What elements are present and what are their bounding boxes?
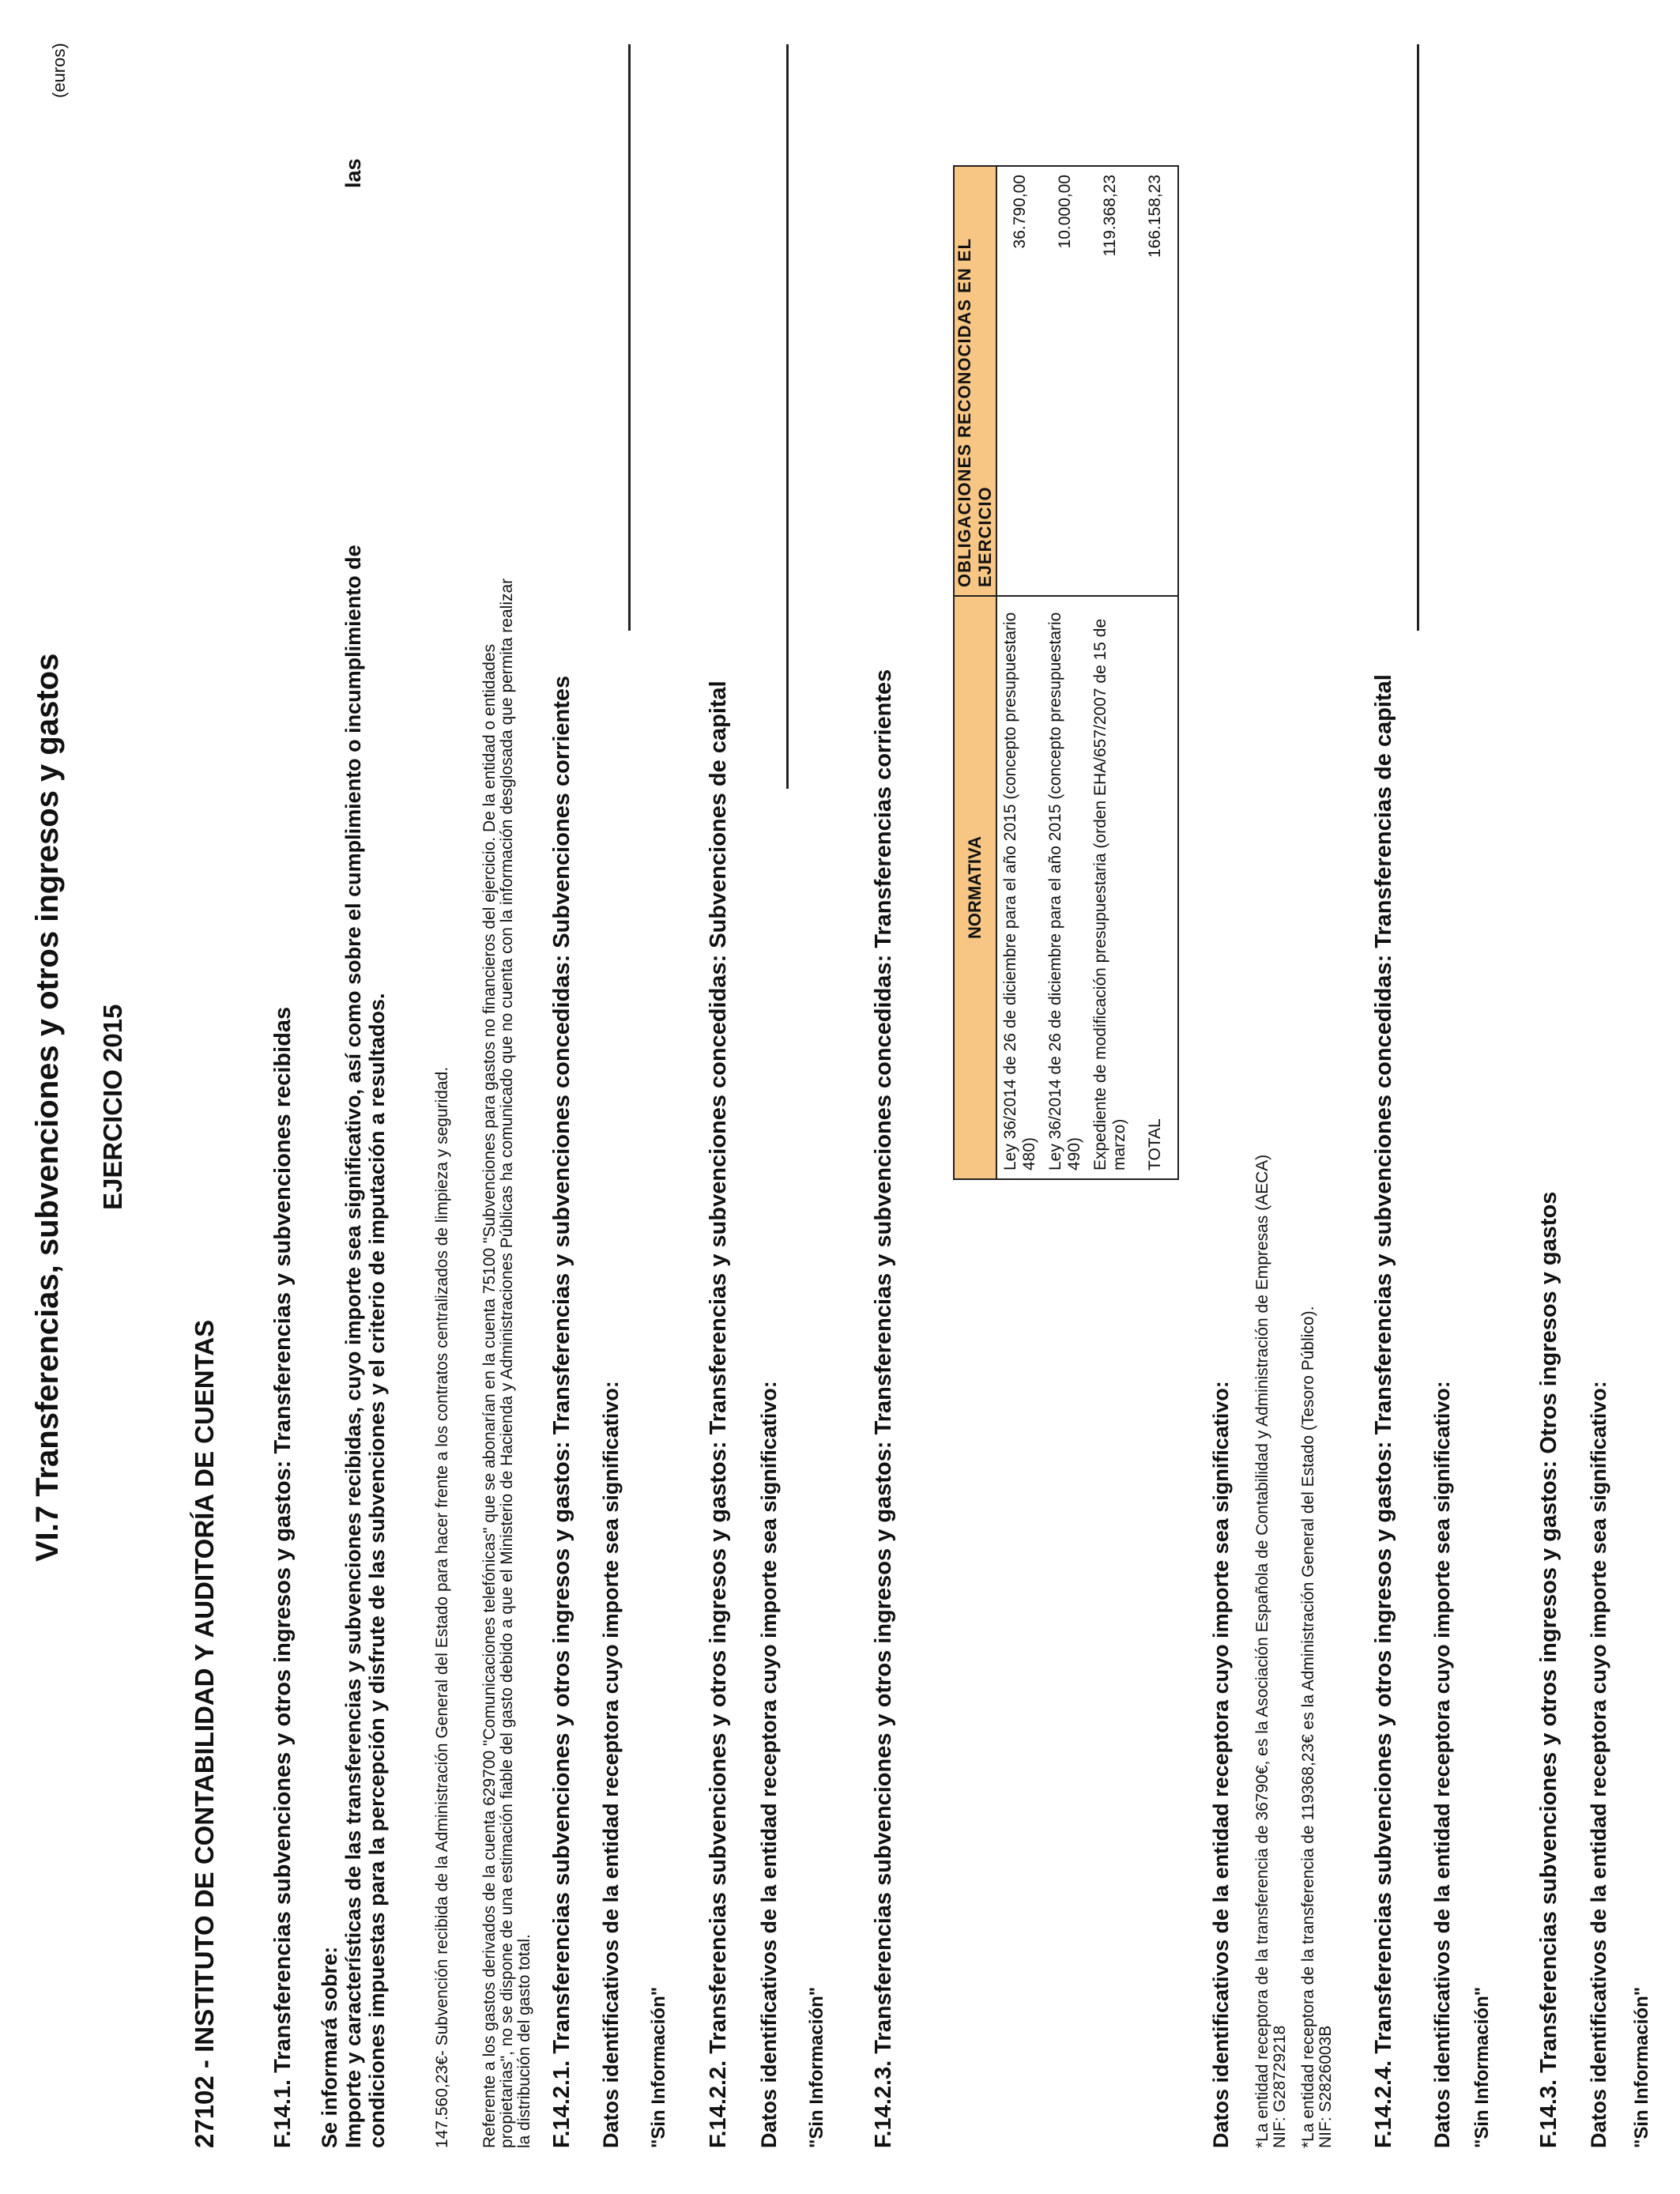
section-f1422-datos: Datos identificativos de la entidad receptora cuyo importe sea significativo: [757,1381,781,2148]
section-f1422-sin-info: "Sin Información" [806,1986,827,2148]
total-label-cell: TOTAL [1132,596,1178,1179]
importe-cell: 10.000,00 [1042,166,1087,596]
section-f141-line2: condiciones impuestas para la percepción y disfrute de las subvenciones y el criterio de imputación a resultados. [365,993,389,2148]
section-f141-intro: Se informará sobre: [318,1946,341,2148]
section-f1421-datos: Datos identificativos de la entidad receptora cuyo importe sea significativo: [599,1381,623,2148]
section-f141-para2-line2: propietarias", no se dispone de una estimación fiable del gasto debido a que el Ministerio de Hacienda y Administraciones Públicas ha comunicado que no cuenta con la información desglosada que permita realizar [498,578,516,2148]
normativa-cell: Ley 36/2014 de 26 de diciembre para el año 2015 (concepto presupuestario 480) [996,596,1042,1179]
table-row [1087,166,1132,1179]
section-f141-line1: Importe y características de las transferencias y subvenciones recibidas, cuyo importe sea significativo, así como sobre el cumplimiento o incumplimiento de [341,545,365,2148]
section-f143-heading: F.14.3. Transferencias subvenciones y otros ingresos y gastos: Otros ingresos y gastos [1536,1191,1561,2148]
importe-cell: 36.790,00 [996,166,1042,596]
section-f141-line1-end: las [341,158,365,188]
section-f1424-datos: Datos identificativos de la entidad receptora cuyo importe sea significativo: [1430,1381,1454,2148]
section-f141-para2-line1: Referente a los gastos derivados de la cuenta 629700 "Comunicaciones telefónicas" que se abonarían en la cuenta 75100 "Subvenciones para gastos no financieros del ejercicio. De la entidad o entidades [480,643,499,2148]
divider [786,44,789,789]
total-value-cell: 166.158,23 [1132,166,1178,596]
section-f1423-datos: Datos identificativos de la entidad receptora cuyo importe sea significativo: [1209,1381,1233,2148]
section-f1424-heading: F.14.2.4. Transferencias subvenciones y otros ingresos y gastos: Transferencias y subvenciones concedidas: Transferencias de capital [1371,674,1396,2148]
column-header-obligaciones: OBLIGACIONES RECONOCIDAS EN EL EJERCICIO [954,166,996,596]
table-row [996,166,1042,1179]
table-row-total [1132,166,1178,1179]
section-f1424-sin-info: "Sin Información" [1471,1986,1493,2148]
fiscal-year: EJERCICIO 2015 [98,1004,127,1210]
normativa-cell: Ley 36/2014 de 26 de diciembre para el año 2015 (concepto presupuestario 490) [1042,596,1087,1179]
normativa-cell: Expediente de modificación presupuestaria (orden EHA/657/2007 de 15 de marzo) [1087,596,1132,1179]
importe-cell: 119.368,23 [1087,166,1132,596]
divider [628,44,631,631]
section-f1423-note1: *La entidad receptora de la transferencia de 36790€, es la Asociación Española de Contabilidad y Administración de Empresas (AECA) [1253,1154,1271,2148]
section-f1423-nif2: NIF: S2826003B [1317,2025,1335,2148]
column-header-normativa: NORMATIVA [954,596,996,1179]
currency-note: (euros) [49,43,69,98]
section-f1421-sin-info: "Sin Información" [648,1986,669,2148]
section-f141-para2-line3: la distribución del gasto total. [515,1934,533,2148]
section-f141-para1: 147.560,23€- Subvención recibida de la Administración General del Estado para hacer frente a los contratos centralizados de limpieza y seguridad. [433,1066,451,2148]
normativa-table [953,165,1179,1180]
section-f1421-heading: F.14.2.1. Transferencias subvenciones y otros ingresos y gastos: Transferencias y subvenciones concedidas: Subvenciones corrientes [549,675,574,2148]
divider [1417,44,1419,631]
entity-heading: 27102 - INSTITUTO DE CONTABILIDAD Y AUDITORÍA DE CUENTAS [190,1319,219,2148]
section-f143-sin-info: "Sin Información" [1631,1986,1652,2148]
section-f141-heading: F.14.1. Transferencias subvenciones y otros ingresos y gastos: Transferencias y subvenciones recibidas [270,1006,296,2148]
section-f1423-nif1: NIF: G28729218 [1271,2025,1289,2148]
section-f1423-note2: *La entidad receptora de la transferencia de 119368,23€ es la Administración General del Estado (Tesoro Público). [1299,1306,1317,2148]
section-f1423-heading: F.14.2.3. Transferencias subvenciones y otros ingresos y gastos: Transferencias y subvenciones concedidas: Transferencias corrientes [871,669,896,2148]
page-title: VI.7 Transferencias, subvenciones y otros ingresos y gastos [30,653,65,1562]
section-f143-datos: Datos identificativos de la entidad receptora cuyo importe sea significativo: [1587,1381,1610,2148]
table-row [1042,166,1087,1179]
section-f1422-heading: F.14.2.2. Transferencias subvenciones y otros ingresos y gastos: Transferencias y subvenciones concedidas: Subvenciones de capital [706,680,731,2148]
